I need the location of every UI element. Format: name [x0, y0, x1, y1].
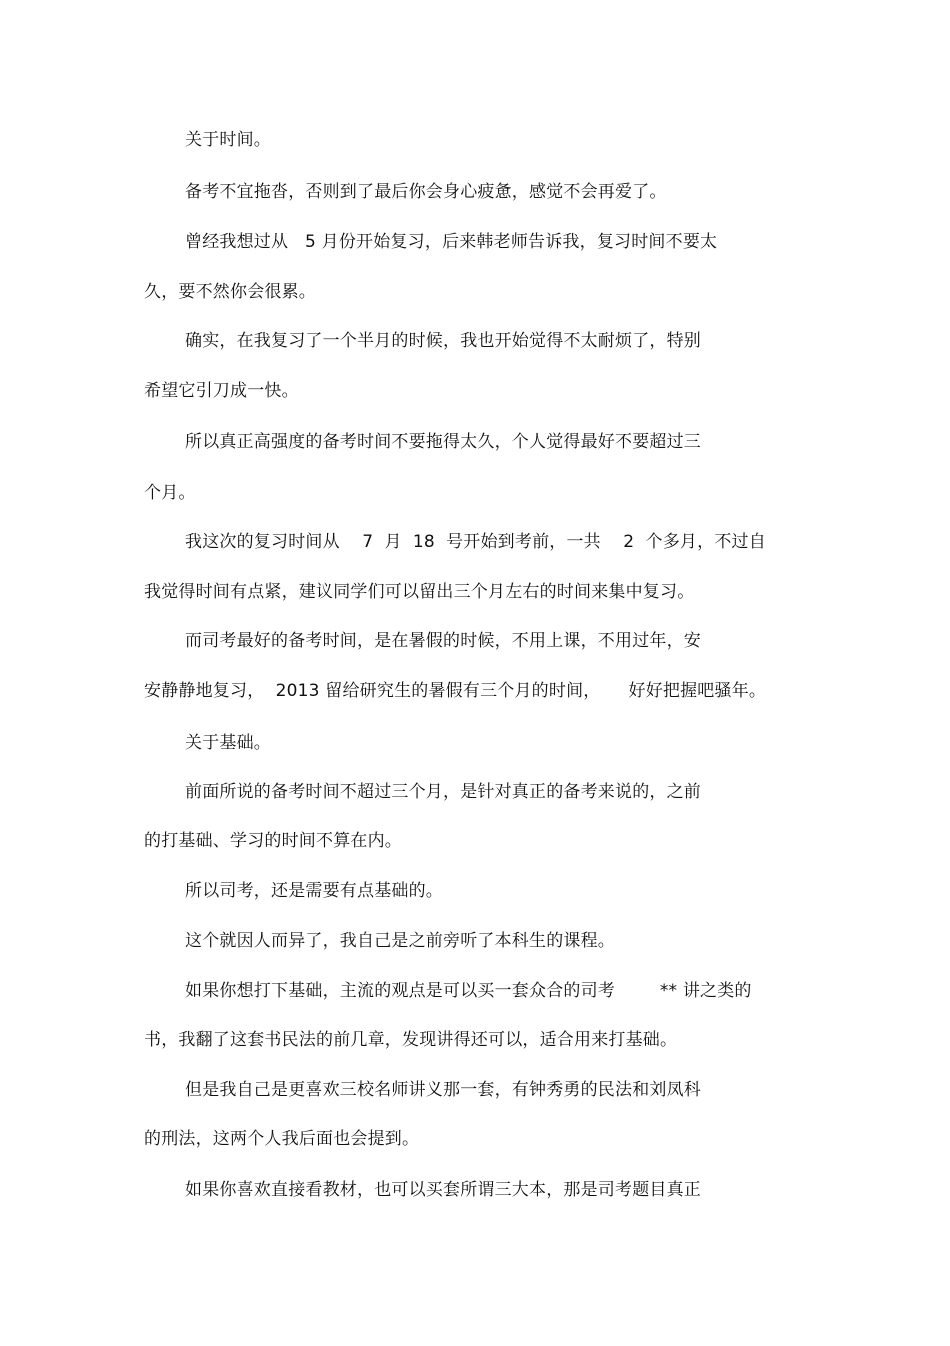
- text-line: 曾经我想过从 5 月份开始复习，后来韩老师告诉我，复习时间不要太: [185, 232, 718, 252]
- text-line: 关于时间。: [185, 130, 271, 150]
- text-line: 这个就因人而异了，我自己是之前旁听了本科生的课程。: [185, 931, 615, 951]
- text-line: 但是我自己是更喜欢三校名师讲义那一套，有钟秀勇的民法和刘凤科: [185, 1080, 701, 1100]
- text-line: 的打基础、学习的时间不算在内。: [144, 831, 402, 851]
- text-line: 我觉得时间有点紧，建议同学们可以留出三个月左右的时间来集中复习。: [144, 582, 695, 602]
- text-line: 安静静地复习， 2013 留给研究生的暑假有三个月的时间， 好好把握吧骚年。: [144, 681, 767, 701]
- text-line: 关于基础。: [185, 733, 271, 753]
- text-line: 我这次的复习时间从 7 月 18 号开始到考前，一共 2 个多月，不过自: [185, 532, 766, 552]
- text-line: 久，要不然你会很累。: [144, 282, 316, 302]
- text-line: 个月。: [144, 483, 196, 503]
- text-line: 的刑法，这两个人我后面也会提到。: [144, 1129, 420, 1149]
- text-line: 如果你想打下基础，主流的观点是可以买一套众合的司考 ** 讲之类的: [185, 981, 752, 1001]
- text-line: 书，我翻了这套书民法的前几章，发现讲得还可以，适合用来打基础。: [144, 1030, 678, 1050]
- text-line: 如果你喜欢直接看教材，也可以买套所谓三大本，那是司考题目真正: [185, 1180, 701, 1200]
- text-line: 希望它引刀成一快。: [144, 381, 299, 401]
- text-line: 备考不宜拖沓，否则到了最后你会身心疲惫，感觉不会再爱了。: [185, 182, 667, 202]
- text-line: 所以司考，还是需要有点基础的。: [185, 881, 443, 901]
- text-line: 而司考最好的备考时间，是在暑假的时候，不用上课，不用过年，安: [185, 631, 701, 651]
- text-line: 前面所说的备考时间不超过三个月，是针对真正的备考来说的，之前: [185, 782, 701, 802]
- text-line: 确实，在我复习了一个半月的时候，我也开始觉得不太耐烦了，特别: [185, 331, 701, 351]
- text-line: 所以真正高强度的备考时间不要拖得太久，个人觉得最好不要超过三: [185, 432, 701, 452]
